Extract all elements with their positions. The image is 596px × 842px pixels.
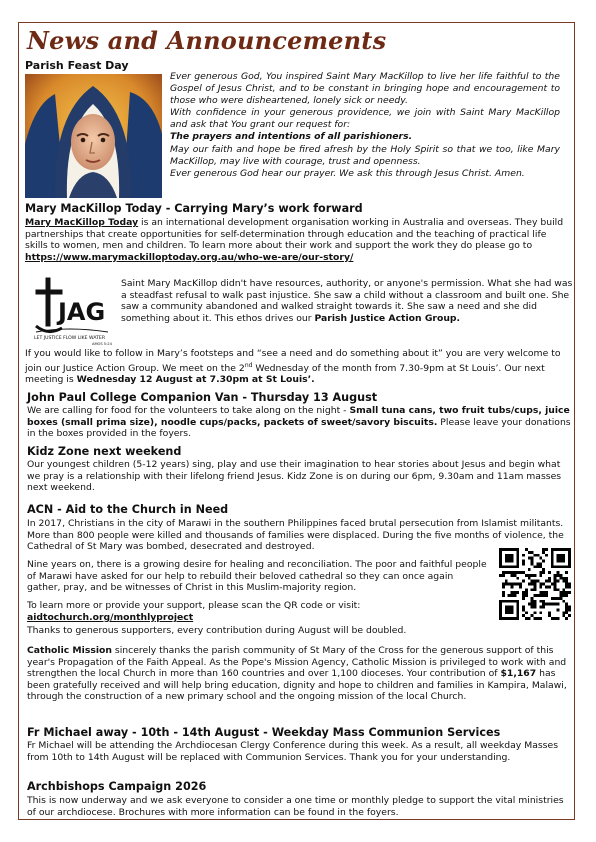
prayer-line: May our faith and hope be fired afresh by the Holy Spirit so that we too, like Mary MacKillop, may live with courage, trust and openness. — [170, 143, 560, 167]
campaign-body: This is now underway and we ask everyone to consider a one time or monthly pledge to support the vital ministries of our archdiocese. Brochures with more information can be found in the foyers. — [27, 795, 564, 818]
acn-para1: In 2017, Christians in the city of Marawi in the southern Philippines faced brutal persecution from Islamist militants. More than 800 people were killed and thousands of families were displaced. During the five months of violence, the Cathedral of St Mary was bombed, desecrated and destroyed. — [27, 518, 564, 553]
campaign-heading: Archbishops Campaign 2026 — [27, 780, 207, 793]
qr-code-icon[interactable] — [499, 548, 571, 620]
acn-para2: Nine years on, there is a growing desire for healing and reconciliation. The poor and faithful people of Marawi have asked for our help to rebuild their beloved cathedral so they can once again gather, pray, and be witnesses of Christ in this Muslim-majority region. — [27, 559, 487, 594]
feast-heading: Parish Feast Day — [25, 59, 129, 72]
jpc-heading: John Paul College Companion Van - Thursday 13 August — [27, 391, 378, 404]
justice-intro: Saint Mary MacKillop didn't have resources, authority, or anyone's permission. What she had was a steadfast refusal to walk past injustice. She saw a child without a classroom and built one. She saw a community abandoned and walked straight towards it. She saw a need and she did something about it. This ethos drives our Parish Justice Action Group. — [121, 278, 573, 324]
kidz-body: Our youngest children (5-12 years) sing, play and use their imagination to hear stories about Jesus and begin what we pray is a relationship with their lifelong friend Jesus. Kidz Zone is on during our 6pm, 9.30am and 11am masses next weekend. — [27, 459, 562, 494]
logo-letters: JAG — [58, 298, 106, 326]
mackillop-today-org-link[interactable]: Mary MacKillop Today — [25, 217, 139, 228]
acn-link[interactable]: aidtochurch.org/monthlyproject — [27, 612, 194, 623]
justice-invite: If you would like to follow in Mary’s footsteps and “see a need and do something about it” you are very welcome to join our Justice Action Group. We meet on the 2nd Wednesday of the month from 7.30-9pm at St Louis’. Our next meeting is Wednesday 12 August at 7.30pm at St Louis’. — [25, 348, 561, 386]
prayer-intention: The prayers and intentions of all parishioners. — [170, 131, 413, 143]
mackillop-today-heading: Mary MacKillop Today - Carrying Mary’s work forward — [25, 202, 363, 215]
feast-prayer — [170, 71, 560, 180]
fr-michael-body: Fr Michael will be attending the Archdiocesan Clergy Conference during this week. As a result, all weekday Masses from 10th to 14th August will be replaced with Communion Services. Thank you for your understanding. — [27, 740, 559, 763]
prayer-line: Ever generous God, You inspired Saint Mary MacKillop to live her life faithful to the Gospel of Jesus Christ, and to be constant in bringing hope and encouragement to those who were disheartened, lonely sick or needy. — [170, 71, 560, 107]
kidz-heading: Kidz Zone next weekend — [27, 445, 182, 458]
catholic-mission-body: Catholic Mission sincerely thanks the parish community of St Mary of the Cross for the generous support of this year's Propagation of the Faith Appeal. As the Pope's Mission Agency, Catholic Mission is privileged to work with and strengthen the local Church in more than 160 countries and over 1,100 dioceses. Your contribution of $1,167 has been gratefully received and will help bring education, dignity and hope to children and families in Kampira, Malawi, through the construction of a new primary school and the ongoing mission of the local Church. — [27, 645, 567, 703]
jpc-body: We are calling for food for the volunteers to take along on the night - Small tuna cans, two fruit tubs/cups, juice boxes (small prima size), noodle cups/packs, packets of sweet/savory biscuits. Please leave your donations in the boxes provided in the foyers. — [27, 405, 571, 440]
acn-link-line — [27, 612, 193, 624]
parish-justice-action-group-logo — [28, 274, 112, 346]
mackillop-today-body: Mary MacKillop Today is an international development organisation working in Australia and overseas. They build partnerships that create opportunities for self-determination through education and the teaching of practical life skills to women, men and children. To learn more about their work and support the work they do please go to https://www.marymackilloptoday.org.au/who-we-are/our-story/ — [25, 217, 564, 263]
acn-heading: ACN - Aid to the Church in Need — [27, 503, 229, 516]
mackillop-today-url-link[interactable]: https://www.marymackilloptoday.org.au/who-we-are/our-story/ — [25, 251, 354, 263]
acn-para4: Thanks to generous supporters, every contribution during August will be doubled. — [27, 625, 407, 636]
saint-mary-mackillop-portrait-icon — [25, 74, 162, 198]
logo-ref: AMOS 5:24 — [92, 342, 112, 346]
prayer-line: With confidence in your generous providence, we join with Saint Mary MacKillop and ask that You grant our request for: — [170, 107, 560, 131]
acn-para3: To learn more or provide your support, please scan the QR code or visit: — [27, 600, 361, 611]
fr-michael-heading: Fr Michael away - 10th - 14th August - Weekday Mass Communion Services — [27, 726, 501, 739]
prayer-line: Ever generous God hear our prayer. We ask this through Jesus Christ. Amen. — [170, 167, 525, 179]
page-title: News and Announcements — [27, 26, 387, 55]
logo-motto: LET JUSTICE FLOW LIKE WATER — [34, 336, 106, 341]
